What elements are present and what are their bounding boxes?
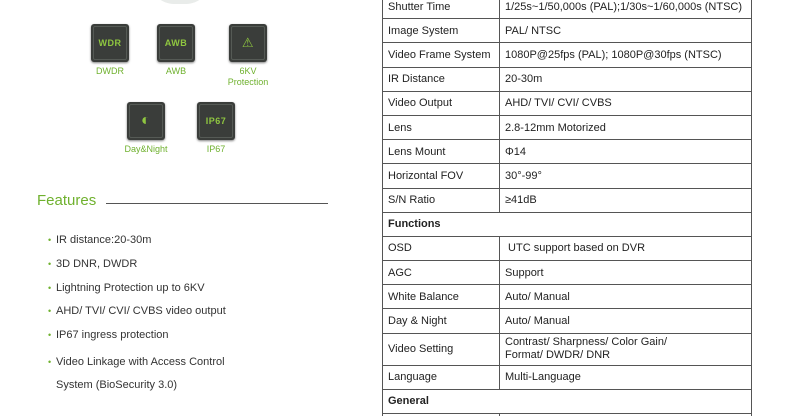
feature-list: [48, 232, 298, 397]
badge-label: DWDR: [96, 66, 124, 76]
badge-label: Day&Night: [124, 144, 168, 154]
ip67-icon: IP67: [197, 102, 235, 140]
table-row: Horizontal FOV 30°-99°: [383, 164, 752, 188]
list-item: • Video Linkage with Access Control System (BioSecurity 3.0): [48, 351, 298, 397]
features-heading: Features: [37, 192, 97, 209]
badge-label: AWB: [165, 66, 187, 76]
table-row: Video Setting Contrast/ Sharpness/ Color Gain/ Format/ DWDR/ DNR: [383, 333, 752, 365]
list-item: • Lightning Protection up to 6KV: [48, 280, 298, 304]
table-row: Lens Mount Φ14: [383, 140, 752, 164]
dwdr-icon: WDR: [91, 24, 129, 62]
camera-lens-edge: [150, 0, 210, 4]
day-night-icon: ◐: [127, 102, 165, 140]
table-row: Image System PAL/ NTSC: [383, 19, 752, 43]
section-header-general: General: [383, 389, 752, 413]
table-row: IR Distance 20-30m: [383, 67, 752, 91]
section-header-functions: Functions: [383, 212, 752, 236]
badge-6kv: [213, 24, 283, 88]
table-row: Language Multi-Language: [383, 365, 752, 389]
table-row: Lens 2.8-12mm Motorized: [383, 115, 752, 139]
badge-label: IP67: [206, 144, 226, 154]
list-item: • IP67 ingress protection: [48, 327, 298, 351]
badge-dwdr: [75, 24, 145, 77]
table-row: S/N Ratio ≥41dB: [383, 188, 752, 212]
table-row: White Balance Auto/ Manual: [383, 285, 752, 309]
table-row: Video Frame System 1080P@25fps (PAL); 1080P@30fps (NTSC): [383, 43, 752, 67]
lightning-protection-icon: ⚠: [229, 24, 267, 62]
badge-ip67: [181, 102, 251, 155]
badge-label: 6KV Protection: [227, 66, 269, 87]
badge-awb: [141, 24, 211, 77]
table-row: OSD UTC support based on DVR: [383, 236, 752, 260]
table-row: Day & Night Auto/ Manual: [383, 309, 752, 333]
list-item: • 3D DNR, DWDR: [48, 256, 298, 280]
list-item: • IR distance:20-30m: [48, 232, 298, 256]
list-item: • AHD/ TVI/ CVI/ CVBS video output: [48, 303, 298, 327]
awb-icon: AWB: [157, 24, 195, 62]
table-row: Video Output AHD/ TVI/ CVI/ CVBS: [383, 91, 752, 115]
divider: [106, 203, 328, 204]
table-row: Shutter Time 1/25s~1/50,000s (PAL);1/30s~1/60,000s (NTSC): [383, 0, 752, 19]
badge-day-night: [111, 102, 181, 155]
spec-table: [382, 0, 752, 416]
table-row: AGC Support: [383, 261, 752, 285]
